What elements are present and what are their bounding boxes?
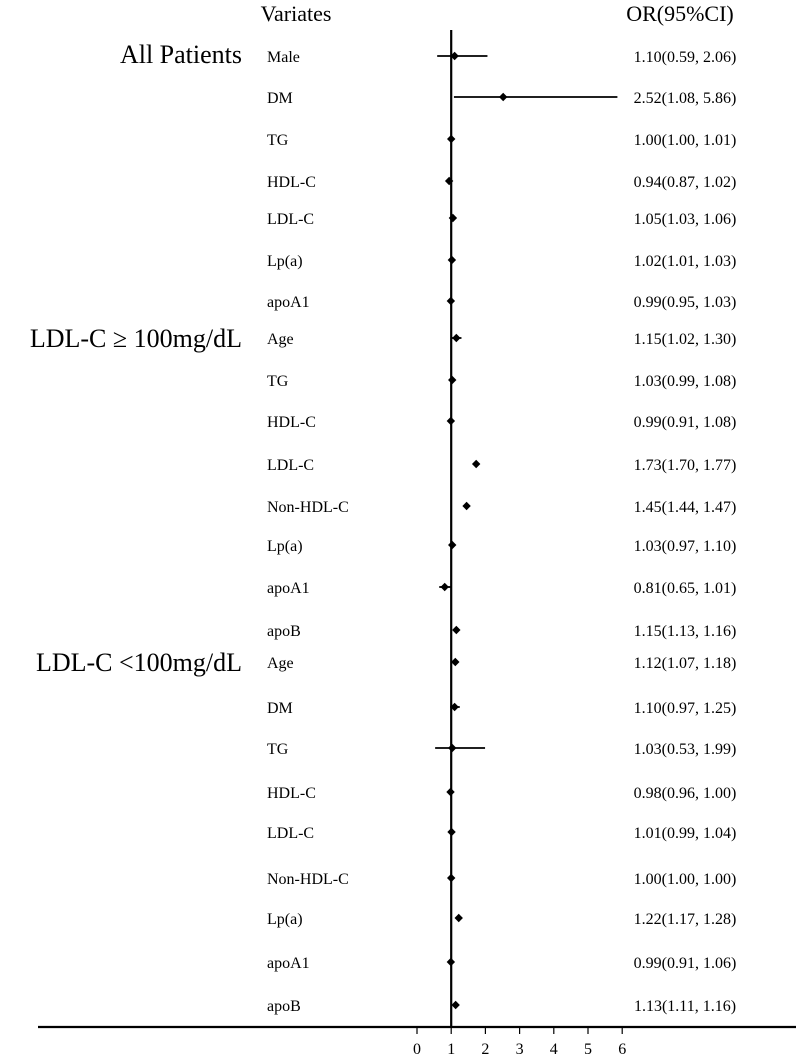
variate-label: LDL-C [267,825,315,842]
or-point [448,541,456,549]
or-ci-label: 1.10(0.97, 1.25) [633,700,737,717]
variate-label: LDL-C [267,211,315,228]
or-ci-label: 1.12(1.07, 1.18) [633,655,737,672]
or-ci-label: 1.01(0.99, 1.04) [633,825,737,842]
or-ci-label: 0.99(0.95, 1.03) [633,294,737,311]
or-ci-label: 1.73(1.70, 1.77) [633,457,737,474]
x-tick-label: 5 [584,1041,592,1058]
or-ci-label: 0.94(0.87, 1.02) [633,174,737,191]
variate-label: Lp(a) [267,253,303,270]
or-point [455,914,463,922]
x-tick-label: 3 [515,1041,524,1058]
or-ci-label: 0.98(0.96, 1.00) [633,785,737,802]
or-ci-label: 1.00(1.00, 1.01) [633,132,737,149]
or-point [499,93,507,101]
or-ci-label: 1.15(1.02, 1.30) [633,331,737,348]
group-label: All Patients [119,40,242,69]
or-point [449,214,457,222]
or-ci-label: 0.99(0.91, 1.06) [633,955,737,972]
or-point [472,460,480,468]
variate-label: apoA1 [267,580,310,597]
variate-label: apoB [267,998,301,1015]
variate-label: LDL-C [267,457,315,474]
variate-label: HDL-C [267,174,316,191]
variate-label: DM [267,700,293,717]
variate-label: apoA1 [267,294,310,311]
or-point [452,626,460,634]
or-point [447,297,455,305]
or-point [447,417,455,425]
or-ci-label: 1.03(0.53, 1.99) [633,741,737,758]
variate-label: Age [267,331,294,348]
variate-label: TG [267,373,289,390]
group-label: LDL-C <100mg/dL [35,648,242,677]
or-ci-label: 1.02(1.01, 1.03) [633,253,737,270]
or-point [462,502,470,510]
or-point [441,583,449,591]
or-point [446,788,454,796]
or-point [448,376,456,384]
or-ci-label: 1.15(1.13, 1.16) [633,623,737,640]
variate-label: Non-HDL-C [267,499,349,516]
x-tick-label: 0 [413,1041,421,1058]
header-variates: Variates [260,1,332,26]
x-tick-label: 6 [618,1041,627,1058]
or-ci-label: 1.03(0.97, 1.10) [633,538,737,555]
variate-label: Male [267,49,300,66]
or-ci-label: 2.52(1.08, 5.86) [633,90,737,107]
or-point [448,744,456,752]
variate-label: HDL-C [267,414,316,431]
header-or-ci: OR(95%CI) [626,1,734,26]
or-point [447,874,455,882]
or-ci-label: 1.10(0.59, 2.06) [633,49,737,66]
or-point [451,1001,459,1009]
or-ci-label: 0.99(0.91, 1.08) [633,414,737,431]
or-ci-label: 0.81(0.65, 1.01) [633,580,737,597]
variate-label: Non-HDL-C [267,871,349,888]
or-point [451,658,459,666]
or-point [452,334,460,342]
variate-label: TG [267,132,289,149]
or-ci-label: 1.03(0.99, 1.08) [633,373,737,390]
or-point [447,828,455,836]
or-ci-label: 1.13(1.11, 1.16) [633,998,737,1015]
variate-label: apoA1 [267,955,310,972]
or-ci-label: 1.22(1.17, 1.28) [633,911,737,928]
or-ci-label: 1.00(1.00, 1.00) [633,871,737,888]
group-label: LDL-C ≥ 100mg/dL [29,324,242,353]
variate-label: TG [267,741,289,758]
or-point [447,135,455,143]
x-tick-label: 2 [481,1041,490,1058]
variate-label: DM [267,90,293,107]
or-point [448,256,456,264]
or-point [447,958,455,966]
variate-label: Lp(a) [267,911,303,928]
x-tick-label: 4 [549,1041,558,1058]
or-ci-label: 1.45(1.44, 1.47) [633,499,737,516]
variate-label: Lp(a) [267,538,303,555]
variate-label: apoB [267,623,301,640]
x-tick-label: 1 [447,1041,456,1058]
variate-label: Age [267,655,294,672]
variate-label: HDL-C [267,785,316,802]
or-ci-label: 1.05(1.03, 1.06) [633,211,737,228]
